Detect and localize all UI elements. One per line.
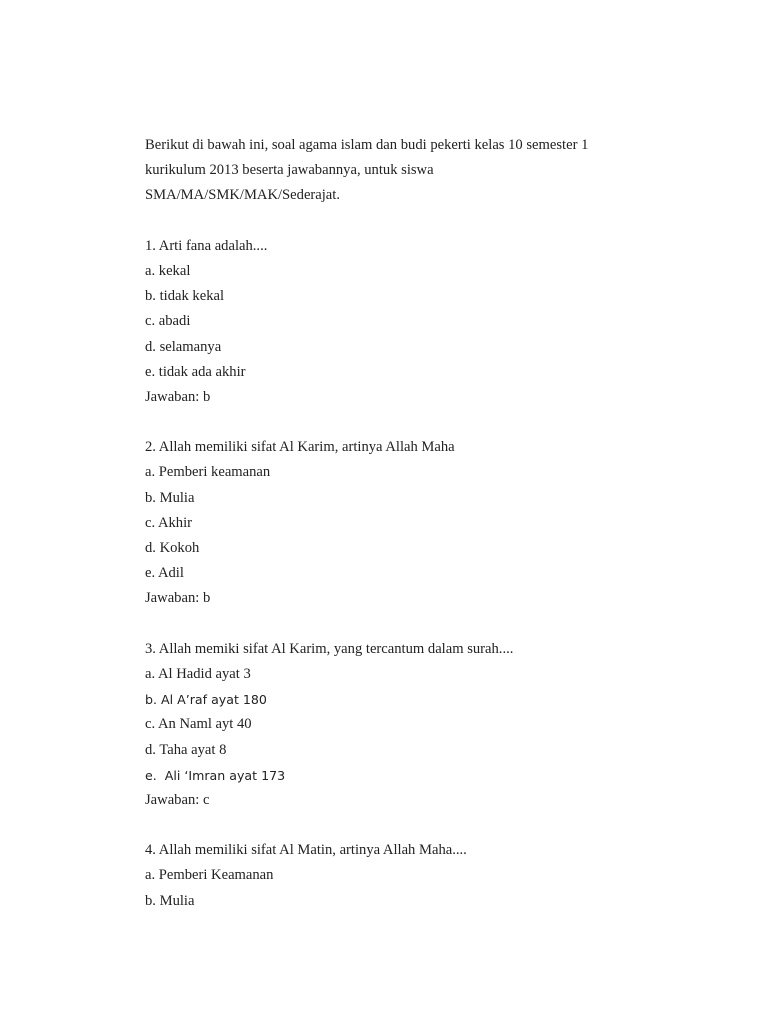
- intro-paragraph-line: SMA/MA/SMK/MAK/Sederajat.: [145, 187, 340, 204]
- answer-key: Jawaban: b: [145, 590, 211, 607]
- answer-option: e. Adil: [145, 565, 184, 582]
- answer-option: a. Pemberi Keamanan: [145, 867, 274, 884]
- answer-option: b. Al A’raf ayat 180: [145, 692, 267, 708]
- intro-paragraph-line: Berikut di bawah ini, soal agama islam dan budi pekerti kelas 10 semester 1: [145, 137, 589, 153]
- document-body: [145, 133, 665, 914]
- answer-option: a. kekal: [145, 262, 191, 279]
- answer-option: d. selamanya: [145, 338, 222, 355]
- answer-option: c. Akhir: [145, 514, 193, 531]
- blank-line: [145, 410, 665, 435]
- blank-line: [145, 209, 665, 234]
- answer-option: b. Mulia: [145, 892, 195, 909]
- answer-option: a. Pemberi keamanan: [145, 464, 271, 481]
- blank-line: [145, 813, 665, 838]
- answer-option: d. Kokoh: [145, 540, 200, 556]
- answer-option: e. Ali ‘Imran ayat 173: [145, 767, 286, 783]
- question-text: 2. Allah memiliki sifat Al Karim, artinya Allah Maha: [145, 439, 455, 456]
- question-text: 1. Arti fana adalah....: [145, 237, 268, 254]
- answer-key: Jawaban: b: [145, 388, 211, 405]
- question-text: 3. Allah memiki sifat Al Karim, yang tercantum dalam surah....: [145, 640, 514, 657]
- answer-option: c. abadi: [145, 313, 191, 330]
- answer-option: c. An Naml ayt 40: [145, 716, 252, 733]
- blank-line: [145, 612, 665, 637]
- answer-option: e. tidak ada akhir: [145, 363, 246, 380]
- intro-paragraph-line: kurikulum 2013 beserta jawabannya, untuk siswa: [145, 162, 434, 179]
- answer-option: b. tidak kekal: [145, 288, 225, 305]
- question-text: 4. Allah memiliki sifat Al Matin, artinya Allah Maha....: [145, 842, 467, 859]
- answer-option: b. Mulia: [145, 489, 195, 506]
- answer-key: Jawaban: c: [145, 791, 210, 808]
- answer-option: a. Al Hadid ayat 3: [145, 665, 251, 682]
- answer-option: d. Taha ayat 8: [145, 741, 227, 758]
